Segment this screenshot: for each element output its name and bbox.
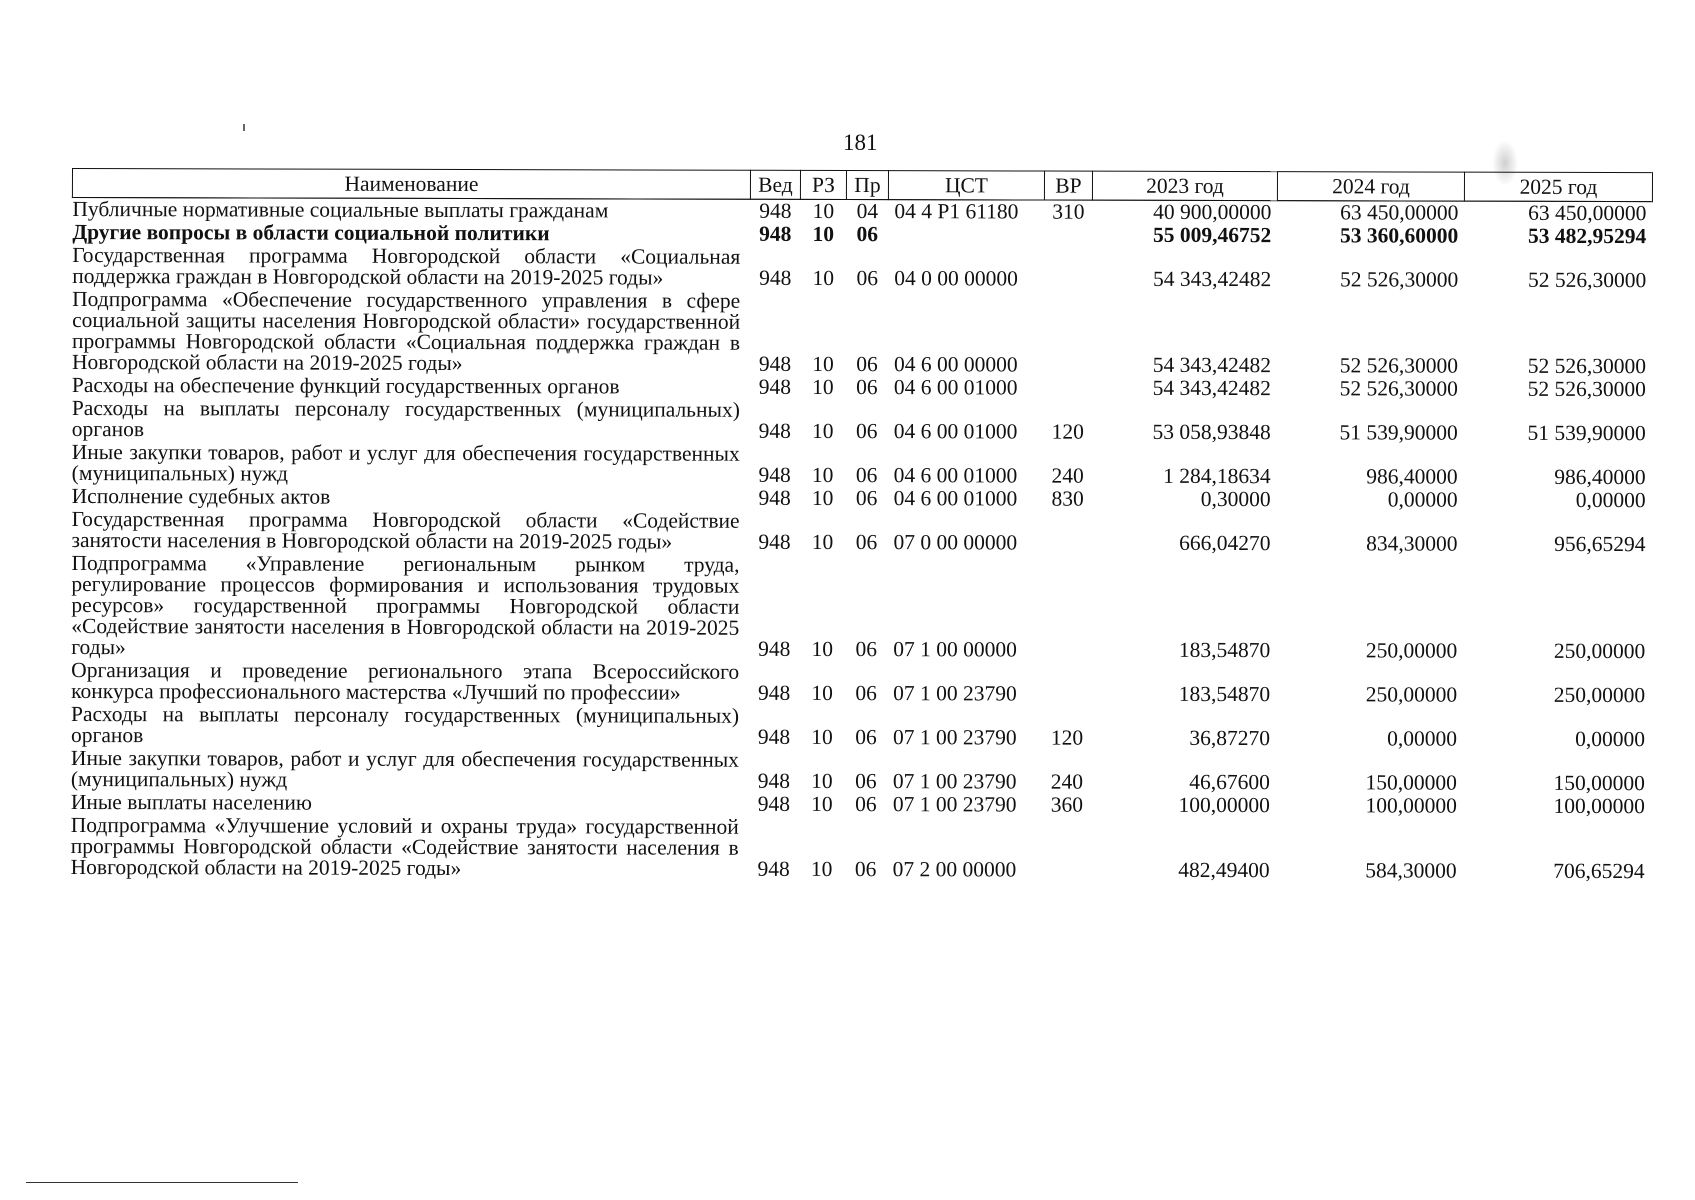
cell-pr: 06 bbox=[855, 486, 878, 511]
cell-vr bbox=[1043, 662, 1091, 706]
cell-vr: 310 bbox=[1052, 199, 1085, 224]
cell-vr: 360 bbox=[1050, 792, 1083, 817]
cell-2023: 54 343,42482 bbox=[1152, 352, 1272, 378]
cell-cst: 04 6 00 01000 bbox=[893, 419, 1018, 444]
cell-2024: 150,00000 bbox=[1365, 770, 1457, 795]
table-row bbox=[72, 244, 1652, 292]
cell-vr: 240 bbox=[1051, 463, 1084, 488]
cell-2025: 100,00000 bbox=[1553, 793, 1645, 819]
cell-ved: 948 bbox=[759, 198, 792, 223]
cell-2023: 54 343,42482 bbox=[1152, 375, 1271, 401]
table-row bbox=[71, 508, 1651, 556]
cell-pr: 06 bbox=[855, 681, 877, 706]
cell-rz: 10 bbox=[812, 418, 834, 443]
cell-ved: 948 bbox=[759, 265, 792, 290]
page-number: 181 bbox=[843, 130, 878, 155]
cell-vr bbox=[1043, 555, 1091, 662]
table-row bbox=[71, 814, 1651, 883]
cell-pr: 06 bbox=[855, 792, 877, 817]
cell-name: Подпрограмма «Улучшение условий и охраны труда» государственной программы Новгородской области «Содействие занятости населения в Новгородской области на 2019-2025 годы» bbox=[70, 812, 739, 881]
cell-2025: 53 482,95294 bbox=[1528, 223, 1647, 249]
cell-name: Государственная программа Новгородской области «Социальная поддержка граждан в Новгородской области на 2019-2025 годы» bbox=[72, 243, 741, 290]
table-row bbox=[71, 703, 1651, 751]
cell-ved: 948 bbox=[758, 636, 791, 661]
cell-rz: 10 bbox=[812, 198, 835, 223]
cell-rz: 10 bbox=[811, 791, 833, 816]
cell-cst bbox=[888, 223, 1044, 246]
cell-pr: 06 bbox=[855, 530, 878, 555]
cell-ved: 948 bbox=[757, 680, 791, 705]
cell-name: Другие вопросы в области социальной политики bbox=[72, 220, 550, 246]
cell-cst: 04 6 00 01000 bbox=[893, 463, 1018, 488]
header-rz: РЗ bbox=[800, 170, 846, 199]
cell-cst: 04 6 00 01000 bbox=[893, 375, 1018, 400]
cell-name: Исполнение судебных актов bbox=[71, 484, 331, 509]
cell-rz: 10 bbox=[811, 680, 833, 705]
header-name: Наименование bbox=[72, 169, 750, 200]
cell-vr bbox=[1044, 224, 1092, 247]
cell-ved: 948 bbox=[757, 791, 790, 816]
cell-2023: 54 343,42482 bbox=[1152, 266, 1272, 292]
cell-vr: 830 bbox=[1051, 486, 1084, 511]
budget-table-container bbox=[70, 168, 1652, 883]
cell-2025: 250,00000 bbox=[1553, 638, 1646, 664]
cell-pr: 06 bbox=[855, 637, 878, 662]
cell-pr: 06 bbox=[856, 222, 879, 247]
cell-rz: 10 bbox=[812, 351, 834, 376]
cell-2024: 584,30000 bbox=[1365, 858, 1457, 883]
table-row bbox=[72, 441, 1652, 489]
cell-rz: 10 bbox=[811, 768, 833, 793]
scan-artifact-mark bbox=[243, 124, 245, 131]
table-row bbox=[71, 659, 1651, 707]
cell-cst: 07 1 00 23790 bbox=[892, 769, 1017, 794]
cell-cst: 07 1 00 23790 bbox=[892, 792, 1017, 817]
cell-2025: 52 526,30000 bbox=[1527, 353, 1647, 379]
cell-2025: 52 526,30000 bbox=[1527, 267, 1647, 293]
cell-2023: 666,04270 bbox=[1179, 530, 1271, 556]
cell-2025: 0,00000 bbox=[1575, 487, 1646, 513]
cell-2025: 956,65294 bbox=[1554, 531, 1646, 557]
cell-2025: 0,00000 bbox=[1575, 726, 1646, 752]
table-row bbox=[72, 397, 1652, 445]
cell-ved: 948 bbox=[758, 351, 792, 376]
cell-2024: 250,00000 bbox=[1365, 638, 1458, 663]
cell-2024: 250,00000 bbox=[1365, 682, 1458, 707]
cell-ved: 948 bbox=[758, 418, 791, 443]
cell-name: Публичные нормативные социальные выплаты гражданам bbox=[72, 197, 609, 223]
cell-rz: 10 bbox=[811, 724, 833, 749]
cell-2024: 52 526,30000 bbox=[1339, 353, 1459, 378]
cell-ved: 948 bbox=[758, 485, 791, 510]
cell-name: Расходы на выплаты персоналу государственных (муниципальных) органов bbox=[70, 701, 740, 748]
table-row bbox=[72, 288, 1652, 378]
cell-rz: 10 bbox=[811, 636, 834, 661]
cell-2024: 0,00000 bbox=[1387, 726, 1458, 751]
cell-2025: 51 539,90000 bbox=[1527, 420, 1646, 446]
cell-2025: 52 526,30000 bbox=[1527, 376, 1646, 402]
cell-name: Иные закупки товаров, работ и услуг для обеспечения государственных (муниципальных) нужд bbox=[70, 745, 739, 792]
cell-pr: 06 bbox=[856, 419, 878, 444]
cell-cst: 04 4 P1 61180 bbox=[894, 199, 1019, 224]
cell-ved: 948 bbox=[759, 221, 792, 246]
cell-rz: 10 bbox=[812, 221, 835, 246]
cell-2023: 40 900,00000 bbox=[1153, 199, 1272, 225]
cell-vr: 240 bbox=[1050, 769, 1084, 794]
cell-vr bbox=[1044, 377, 1092, 400]
budget-table bbox=[70, 168, 1653, 883]
cell-name: Подпрограмма «Обеспечение государственного управления в сфере социальной защиты населения Новгородской области» государственной программы Новгородской области «Социальная поддержка граждан в Новгородской области на 2019-2025 годы» bbox=[71, 287, 741, 376]
cell-2025: 150,00000 bbox=[1553, 770, 1645, 796]
cell-cst: 04 0 00 00000 bbox=[894, 266, 1018, 291]
table-row bbox=[71, 747, 1651, 795]
cell-2023: 183,54870 bbox=[1178, 681, 1271, 707]
cell-ved: 948 bbox=[758, 529, 791, 554]
cell-cst: 04 6 00 00000 bbox=[893, 352, 1018, 377]
cell-pr: 06 bbox=[855, 463, 878, 488]
cell-2025: 706,65294 bbox=[1553, 858, 1645, 884]
cell-rz: 10 bbox=[812, 265, 834, 290]
cell-2024: 0,00000 bbox=[1387, 487, 1458, 512]
cell-pr: 06 bbox=[855, 769, 877, 794]
cell-pr: 04 bbox=[856, 199, 879, 224]
cell-2023: 36,87270 bbox=[1189, 725, 1271, 751]
header-vr: ВР bbox=[1044, 171, 1092, 200]
table-row bbox=[71, 552, 1651, 663]
cell-cst: 07 2 00 00000 bbox=[892, 857, 1017, 882]
header-pr: Пр bbox=[846, 171, 888, 200]
cell-cst: 04 6 00 01000 bbox=[893, 486, 1018, 511]
cell-vr: 120 bbox=[1050, 725, 1084, 750]
cell-rz: 10 bbox=[811, 462, 834, 487]
cell-pr: 06 bbox=[856, 352, 878, 377]
cell-2023: 100,00000 bbox=[1178, 792, 1270, 818]
cell-2025: 63 450,00000 bbox=[1528, 200, 1647, 226]
cell-rz: 10 bbox=[811, 529, 834, 554]
cell-2024: 986,40000 bbox=[1366, 464, 1458, 489]
cell-cst: 07 1 00 23790 bbox=[893, 681, 1017, 706]
cell-cst: 07 1 00 23790 bbox=[892, 725, 1017, 750]
cell-name: Подпрограмма «Управление региональным рынком труда, регулирование процессов формирования и использования трудовых ресурсов» государственной программы Новгородской области «Содействие занятости населения в Новгородской области на 2019-2025 годы» bbox=[71, 551, 740, 660]
cell-2025: 986,40000 bbox=[1554, 464, 1646, 490]
header-2023: 2023 год bbox=[1092, 171, 1277, 200]
cell-2023: 0,30000 bbox=[1200, 486, 1271, 512]
cell-rz: 10 bbox=[810, 856, 833, 881]
cell-2023: 482,49400 bbox=[1178, 857, 1270, 883]
cell-2025: 250,00000 bbox=[1553, 682, 1646, 708]
header-2024: 2024 год bbox=[1277, 172, 1464, 201]
cell-pr: 06 bbox=[855, 725, 877, 750]
cell-2024: 53 360,60000 bbox=[1340, 223, 1459, 248]
header-cst: ЦСТ bbox=[888, 171, 1044, 200]
cell-ved: 948 bbox=[758, 462, 791, 487]
table-body bbox=[71, 198, 1653, 884]
cell-vr: 120 bbox=[1051, 419, 1084, 444]
cell-2023: 183,54870 bbox=[1178, 637, 1271, 663]
cell-rz: 10 bbox=[811, 485, 834, 510]
cell-2024: 63 450,00000 bbox=[1340, 200, 1459, 225]
cell-name: Расходы на выплаты персоналу государственных (муниципальных) органов bbox=[71, 396, 740, 442]
cell-cst: 07 1 00 00000 bbox=[893, 637, 1017, 662]
cell-2023: 53 058,93848 bbox=[1152, 419, 1271, 445]
cell-pr: 06 bbox=[856, 266, 878, 291]
cell-ved: 948 bbox=[757, 856, 790, 881]
cell-name: Организация и проведение регионального этапа Всероссийского конкурса профессионального мастерства «Лучший по профессии» bbox=[71, 657, 740, 705]
cell-pr: 06 bbox=[856, 375, 878, 400]
cell-name: Расходы на обеспечение функций государственных органов bbox=[71, 373, 620, 399]
cell-ved: 948 bbox=[757, 724, 791, 749]
cell-rz: 10 bbox=[812, 374, 834, 399]
cell-2024: 100,00000 bbox=[1365, 793, 1457, 818]
cell-2024: 52 526,30000 bbox=[1339, 267, 1459, 292]
cell-vr bbox=[1043, 817, 1091, 882]
header-2025: 2025 год bbox=[1464, 172, 1652, 201]
cell-pr: 06 bbox=[854, 857, 877, 882]
cell-vr bbox=[1044, 247, 1092, 291]
cell-2024: 51 539,90000 bbox=[1339, 420, 1458, 445]
cell-cst: 07 0 00 00000 bbox=[893, 530, 1018, 555]
cell-2023: 55 009,46752 bbox=[1153, 222, 1272, 248]
footnote-rule bbox=[26, 1182, 298, 1183]
cell-ved: 948 bbox=[758, 374, 792, 399]
cell-2023: 1 284,18634 bbox=[1163, 463, 1271, 489]
header-ved: Вед bbox=[750, 170, 800, 199]
cell-vr bbox=[1044, 291, 1092, 377]
cell-2023: 46,67600 bbox=[1189, 769, 1270, 795]
cell-2024: 52 526,30000 bbox=[1339, 376, 1458, 401]
cell-2024: 834,30000 bbox=[1366, 531, 1458, 556]
cell-name: Государственная программа Новгородской области «Содействие занятости населения в Новгородской области на 2019-2025 годы» bbox=[71, 507, 740, 554]
cell-ved: 948 bbox=[757, 768, 791, 793]
cell-name: Иные выплаты населению bbox=[70, 789, 313, 815]
cell-vr bbox=[1043, 511, 1091, 555]
cell-name: Иные закупки товаров, работ и услуг для обеспечения государственных (муниципальных) нужд bbox=[71, 440, 740, 486]
